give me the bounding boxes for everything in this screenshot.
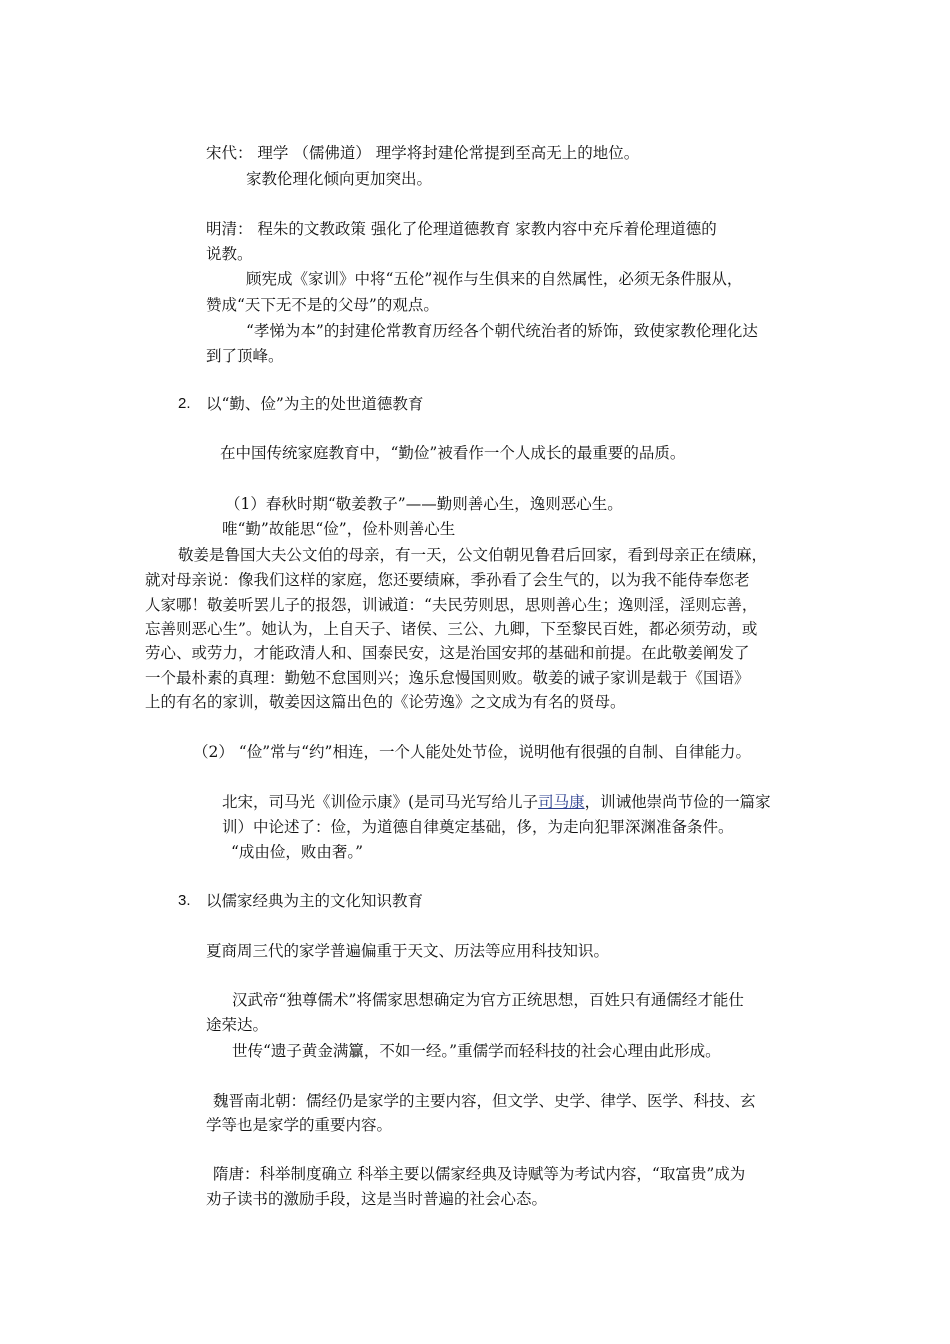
suitang-line-2: 劝子读书的激励手段，这是当时普遍的社会心态。 — [206, 1190, 548, 1208]
mingqing-line-6: 到了顶峰。 — [206, 347, 284, 365]
han-line-2: 途荣达。 — [206, 1016, 269, 1034]
song-line-2: 家教伦理化倾向更加突出。 — [246, 170, 433, 188]
beisong-quote: “成由俭，败由奢。” — [231, 843, 364, 861]
section-3-number: 3. — [178, 892, 191, 909]
jingjiang-para-line-1: 敬姜是鲁国大夫公文伯的母亲，有一天，公文伯朝见鲁君后回家，看到母亲正在绩麻， — [178, 546, 768, 564]
jingjiang-para-line-7: 上的有名的家训，敬姜因这篇出色的《论劳逸》之文成为有名的贤母。 — [145, 693, 626, 711]
song-line-1: 宋代： 理学 （儒佛道） 理学将封建伦常提到至高无上的地位。 — [206, 144, 640, 162]
han-line-3: 世传“遗子黄金满籯，不如一经。”重儒学而轻科技的社会心理由此形成。 — [232, 1042, 721, 1060]
jingjiang-para-line-5: 劳心、或劳力，才能政清人和、国泰民安，这是治国安邦的基础和前提。在此敬姜阐发了 — [145, 644, 750, 662]
jingjiang-para-line-3: 人家哪！敬姜听罢儿子的报怨，训诫道：“夫民劳则思，思则善心生；逸则淫，淫则忘善， — [145, 596, 758, 614]
mingqing-line-2: 说教。 — [206, 245, 253, 263]
han-line-1: 汉武帝“独尊儒术”将儒家思想确定为官方正统思想，百姓只有通儒经才能仕 — [232, 991, 744, 1009]
section-2-sub-2: （2） “俭”常与“约”相连，一个人能处处节俭，说明他有很强的自制、自律能力。 — [193, 743, 751, 761]
jingjiang-para-line-6: 一个最朴素的真理：勤勉不怠国则兴；逸乐怠慢国则败。敬姜的诫子家训是载于《国语》 — [145, 669, 750, 687]
mingqing-line-3: 顾宪成《家训》中将“五伦”视作与生俱来的自然属性，必须无条件服从， — [246, 270, 743, 288]
mingqing-line-5: “孝悌为本”的封建伦常教育历经各个朝代统治者的矫饰，致使家教伦理化达 — [246, 322, 758, 340]
section-2-sub-1: （1）春秋时期“敬姜教子”——勤则善心生，逸则恶心生。 — [225, 495, 623, 513]
beisong-line-1 — [222, 790, 771, 814]
beisong-line-2: 训）中论述了：俭，为道德自律奠定基础，侈，为走向犯罪深渊准备条件。 — [222, 818, 734, 836]
section-2-title: 以“勤、俭”为主的处世道德教育 — [206, 395, 424, 413]
jingjiang-para-line-2: 就对母亲说：像我们这样的家庭，您还要绩麻，季孙看了会生气的，以为我不能侍奉您老 — [145, 571, 750, 589]
sima-kang-link[interactable]: 司马康 — [538, 793, 585, 811]
weijin-line-1: 魏晋南北朝：儒经仍是家学的主要内容，但文学、史学、律学、医学、科技、玄 — [213, 1092, 756, 1110]
weijin-line-2: 学等也是家学的重要内容。 — [206, 1116, 393, 1134]
section-2-number: 2. — [178, 395, 191, 412]
beisong-text-post: ，训诫他崇尚节俭的一篇家 — [584, 793, 771, 811]
section-2-sub-1b: 唯“勤”故能思“俭”，俭朴则善心生 — [222, 520, 456, 538]
beisong-text-pre: 北宋，司马光《训俭示康》(是司马光写给儿子 — [222, 793, 539, 811]
xia-line: 夏商周三代的家学普遍偏重于天文、历法等应用科技知识。 — [206, 942, 610, 960]
mingqing-line-4: 赞成“天下无不是的父母”的观点。 — [206, 296, 439, 314]
mingqing-line-1: 明清： 程朱的文教政策 强化了伦理道德教育 家教内容中充斥着伦理道德的 — [206, 220, 717, 238]
section-3-title: 以儒家经典为主的文化知识教育 — [206, 892, 424, 910]
jingjiang-para-line-4: 忘善则恶心生”。她认为，上自天子、诸侯、三公、九卿，下至黎民百姓，都必须劳动，或 — [145, 620, 758, 638]
suitang-line-1: 隋唐：科举制度确立 科举主要以儒家经典及诗赋等为考试内容，“取富贵”成为 — [213, 1165, 746, 1183]
section-2-intro: 在中国传统家庭教育中，“勤俭”被看作一个人成长的最重要的品质。 — [220, 444, 686, 462]
